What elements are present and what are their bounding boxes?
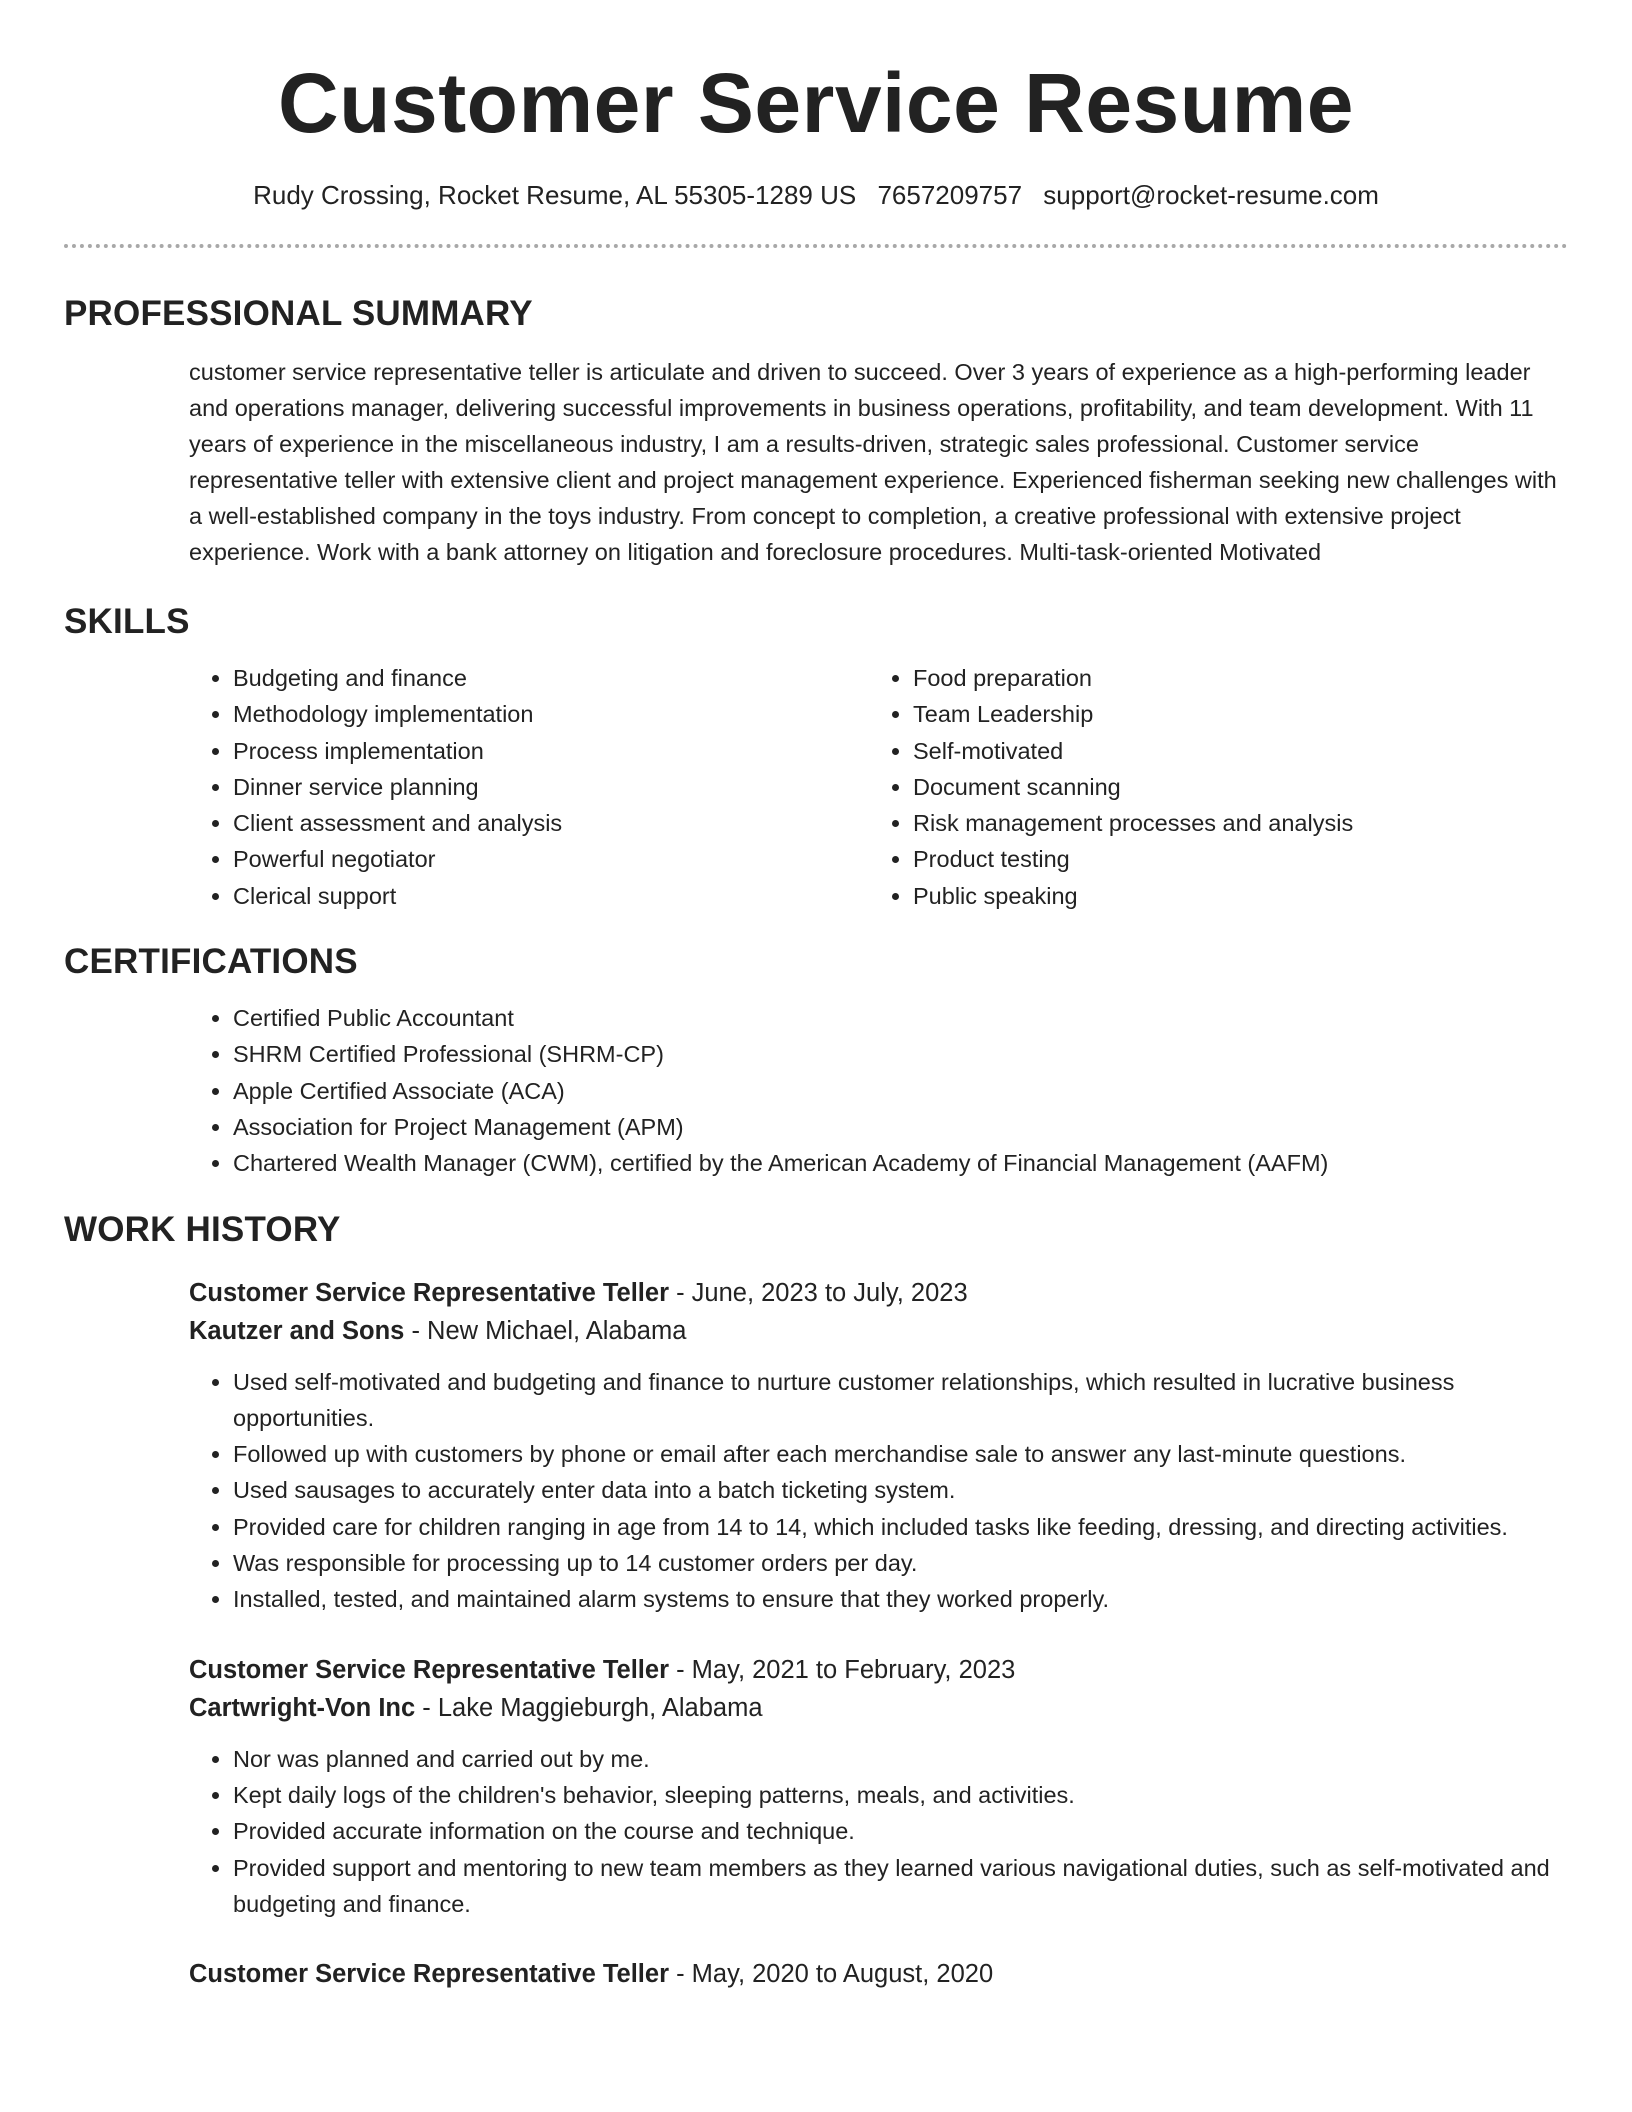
job-title-line [189, 1955, 1569, 1993]
skill-item: • Clerical support [233, 878, 869, 914]
skill-item: • Powerful negotiator [233, 841, 869, 877]
skill-item: • Budgeting and finance [233, 660, 869, 696]
job-location: - Lake Maggieburgh, Alabama [415, 1693, 763, 1722]
summary-section [189, 354, 1569, 570]
skill-item: • Dinner service planning [233, 769, 869, 805]
job-entry [189, 1274, 1569, 1618]
certification-item: • Chartered Wealth Manager (CWM), certified by the American Academy of Financial Management (AAFM) [233, 1145, 1569, 1181]
skills-section [189, 660, 1569, 914]
job-location: - New Michael, Alabama [404, 1316, 687, 1345]
job-bullet: • Installed, tested, and maintained alarm systems to ensure that they worked properly. [233, 1581, 1569, 1617]
skill-item: • Document scanning [913, 769, 1549, 805]
job-bullet: • Used self-motivated and budgeting and finance to nurture customer relationships, which resulted in lucrative business opportunities. [233, 1364, 1569, 1437]
skills-column-right [869, 660, 1549, 914]
job-bullet: • Nor was planned and carried out by me. [233, 1741, 1569, 1777]
certification-item: • SHRM Certified Professional (SHRM-CP) [233, 1036, 1569, 1072]
job-company-line [189, 1689, 1569, 1727]
skill-item: • Client assessment and analysis [233, 805, 869, 841]
job-dates: - June, 2023 to July, 2023 [669, 1278, 968, 1307]
job-company: Kautzer and Sons [189, 1316, 405, 1345]
contact-line [64, 178, 1568, 212]
skill-item: • Self-motivated [913, 733, 1549, 769]
work-history-section [189, 1274, 1569, 1994]
skill-item: • Risk management processes and analysis [913, 805, 1549, 841]
job-bullet: • Used sausages to accurately enter data into a batch ticketing system. [233, 1472, 1569, 1508]
job-title: Customer Service Representative Teller [189, 1278, 669, 1307]
skills-heading: SKILLS [64, 602, 190, 641]
resume-page [64, 0, 1568, 1993]
job-bullet: • Provided care for children ranging in age from 14 to 14, which included tasks like feeding, dressing, and directing activities. [233, 1509, 1569, 1545]
job-entry [189, 1955, 1569, 1993]
work-history-heading: WORK HISTORY [64, 1209, 341, 1249]
job-title-line [189, 1651, 1569, 1689]
job-dates: - May, 2020 to August, 2020 [669, 1960, 994, 1989]
skill-item: • Process implementation [233, 733, 869, 769]
job-title-line [189, 1274, 1569, 1312]
job-company: Cartwright-Von Inc [189, 1693, 416, 1722]
job-bullet: • Provided accurate information on the course and technique. [233, 1813, 1569, 1849]
skill-item: • Product testing [913, 841, 1549, 877]
resume-title: Customer Service Resume [278, 56, 1354, 150]
skill-item: • Food preparation [913, 660, 1549, 696]
job-title: Customer Service Representative Teller [189, 1655, 669, 1684]
job-bullet: • Kept daily logs of the children's behavior, sleeping patterns, meals, and activities. [233, 1777, 1569, 1813]
certifications-section [189, 1000, 1569, 1181]
contact-phone: 7657209757 [877, 180, 1023, 210]
certification-item: • Certified Public Accountant [233, 1000, 1569, 1036]
job-bullet: • Followed up with customers by phone or email after each merchandise sale to answer any last-minute questions. [233, 1436, 1569, 1472]
summary-heading: PROFESSIONAL SUMMARY [64, 294, 533, 333]
certification-item: • Association for Project Management (APM) [233, 1109, 1569, 1145]
skill-item: • Team Leadership [913, 696, 1549, 732]
skill-item: • Public speaking [913, 878, 1549, 914]
job-bullet: • Provided support and mentoring to new team members as they learned various navigational duties, such as self-motivated and budgeting and finance. [233, 1850, 1569, 1923]
job-dates: - May, 2021 to February, 2023 [669, 1655, 1016, 1684]
summary-text: customer service representative teller is articulate and driven to succeed. Over 3 years of experience as a high-performing leader and operations manager, delivering successful improvements in business operations, profitability, and team development. With 11 years of experience in the miscellaneous industry, I am a results-driven, strategic sales professional. Customer service representative teller with extensive client and project management experience. Experienced fisherman seeking new challenges with a well-established company in the toys industry. From concept to completion, a creative professional with extensive project experience. Work with a bank attorney on litigation and foreclosure procedures. Multi-task-oriented Motivated [189, 359, 1557, 565]
job-title: Customer Service Representative Teller [189, 1960, 669, 1989]
job-entry [189, 1651, 1569, 1922]
job-company-line [189, 1312, 1569, 1350]
skill-item: • Methodology implementation [233, 696, 869, 732]
header-divider [64, 244, 1568, 248]
certification-item: • Apple Certified Associate (ACA) [233, 1073, 1569, 1109]
certifications-heading: CERTIFICATIONS [64, 942, 358, 982]
contact-email: support@rocket-resume.com [1043, 180, 1379, 210]
contact-address: Rudy Crossing, Rocket Resume, AL 55305-1289 US [253, 180, 857, 210]
job-bullet: • Was responsible for processing up to 14 customer orders per day. [233, 1545, 1569, 1581]
skills-column-left [189, 660, 869, 914]
